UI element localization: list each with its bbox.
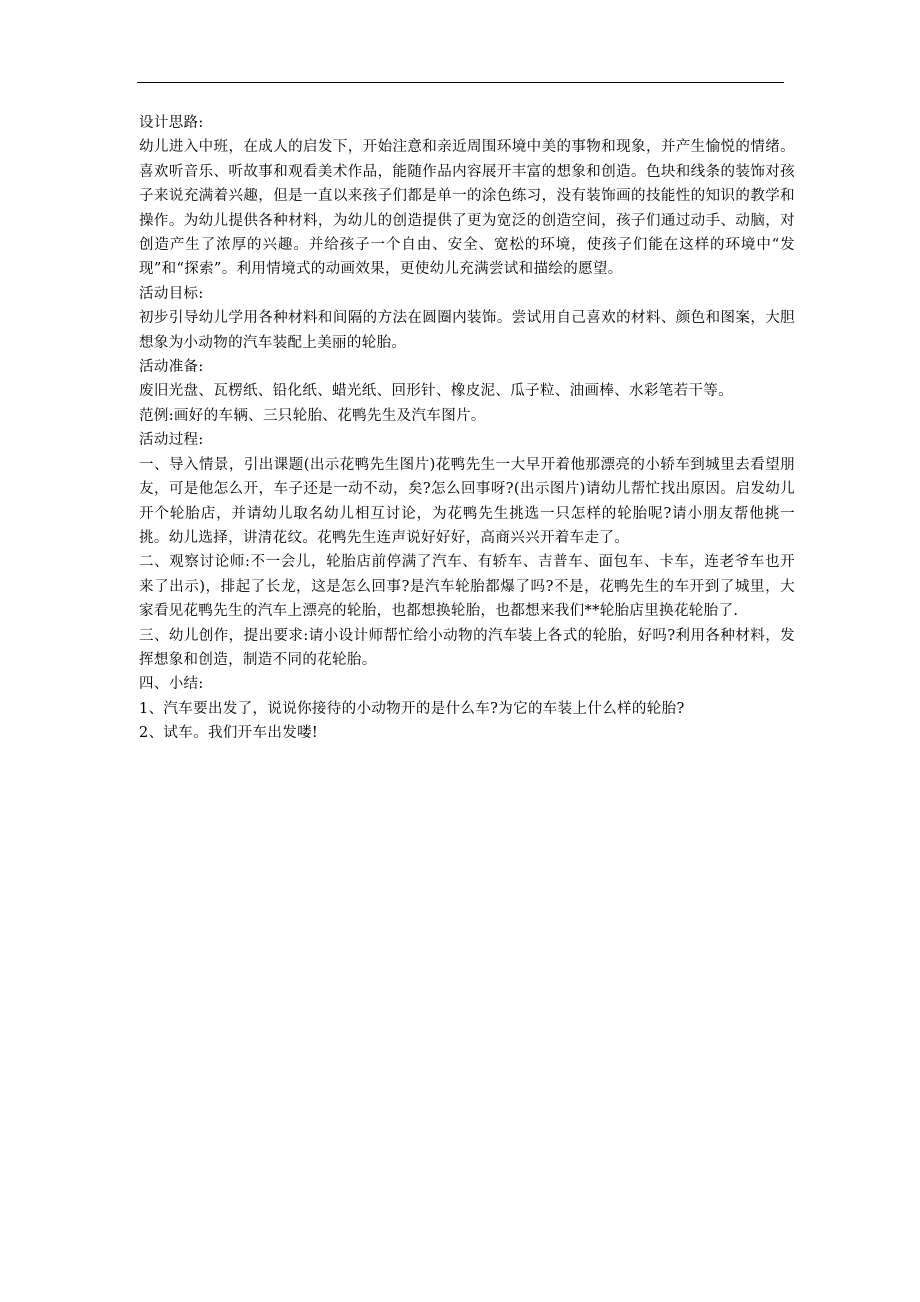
paragraph-materials: 废旧光盘、瓦楞纸、铅化纸、蜡光纸、回形针、橡皮泥、瓜子粒、油画棒、水彩笔若干等。 bbox=[139, 383, 733, 400]
section-heading-activity-process: 活动过程: bbox=[139, 432, 204, 449]
section-heading-design-idea: 设计思路: bbox=[139, 115, 204, 131]
summary-item-1: 1、汽车要出发了，说说你接待的小动物开的是什么车?为它的车装上什么样的轮胎? bbox=[139, 700, 685, 717]
paragraph-activity-goals: 初步引导幼儿学用各种材料和间隔的方法在圆圈内装饰。尝试用自己喜欢的材料、颜色和图案，大胆想象为小动物的汽车装配上美丽的轮胎。 bbox=[139, 310, 795, 351]
paragraph-process-step-2: 二、观察讨论师:不一会儿，轮胎店前停满了汽车、有轿车、吉普车、面包车、卡车，连老爷车也开来了出示)，排起了长龙，这是怎么回事?是汽车轮胎都爆了吗?不是，花鸭先生的车开到了城里，大家看见花鸭先生的汽车上漂亮的轮胎，也都想换轮胎，也都想来我们**轮胎店里换花轮胎了. bbox=[139, 554, 795, 620]
header-rule bbox=[137, 82, 784, 83]
section-heading-summary: 四、小结: bbox=[139, 676, 204, 693]
summary-item-2: 2、试车。我们开车出发喽! bbox=[139, 725, 319, 742]
paragraph-design-idea: 幼儿进入中班，在成人的启发下，开始注意和亲近周围环境中美的事物和现象，并产生愉悦的情绪。喜欢听音乐、听故事和观看美术作品，能随作品内容展开丰富的想象和创造。色块和线条的装饰对孩子来说充满着兴趣，但是一直以来孩子们都是单一的涂色练习，没有装饰画的技能性的知识的教学和操作。为幼儿提供各种材料，为幼儿的创造提供了更为宽泛的创造空间，孩子们通过动手、动脑，对创造产生了浓厚的兴趣。并给孩子一个自由、安全、宽松的环境，使孩子们能在这样的环境中“发现”和“探索”。利用情境式的动画效果，更使幼儿充满尝试和描绘的愿望。 bbox=[139, 139, 795, 278]
paragraph-examples: 范例:画好的车辆、三只轮胎、花鸭先生及汽车图片。 bbox=[139, 407, 486, 424]
section-heading-activity-goals: 活动目标: bbox=[139, 285, 204, 302]
paragraph-process-step-3: 三、幼儿创作，提出要求:请小设计师帮忙给小动物的汽车装上各式的轮胎，好吗?利用各种材料，发挥想象和创造，制造不同的花轮胎。 bbox=[139, 627, 795, 668]
section-heading-activity-preparation: 活动准备: bbox=[139, 359, 204, 376]
document-body bbox=[139, 111, 795, 746]
paragraph-process-step-1: 一、导入情景，引出课题(出示花鸭先生图片)花鸭先生一大早开着他那漂亮的小轿车到城里去看望朋友，可是他怎么开，车子还是一动不动，矣?怎么回事呀?(出示图片)请幼儿帮忙找出原因。启发幼儿开个轮胎店，并请幼儿取名幼儿相互讨论，为花鸭先生挑选一只怎样的轮胎呢?请小朋友帮他挑一挑。幼儿选择，讲清花纹。花鸭先生连声说好好好，高商兴兴开着车走了。 bbox=[139, 456, 795, 546]
